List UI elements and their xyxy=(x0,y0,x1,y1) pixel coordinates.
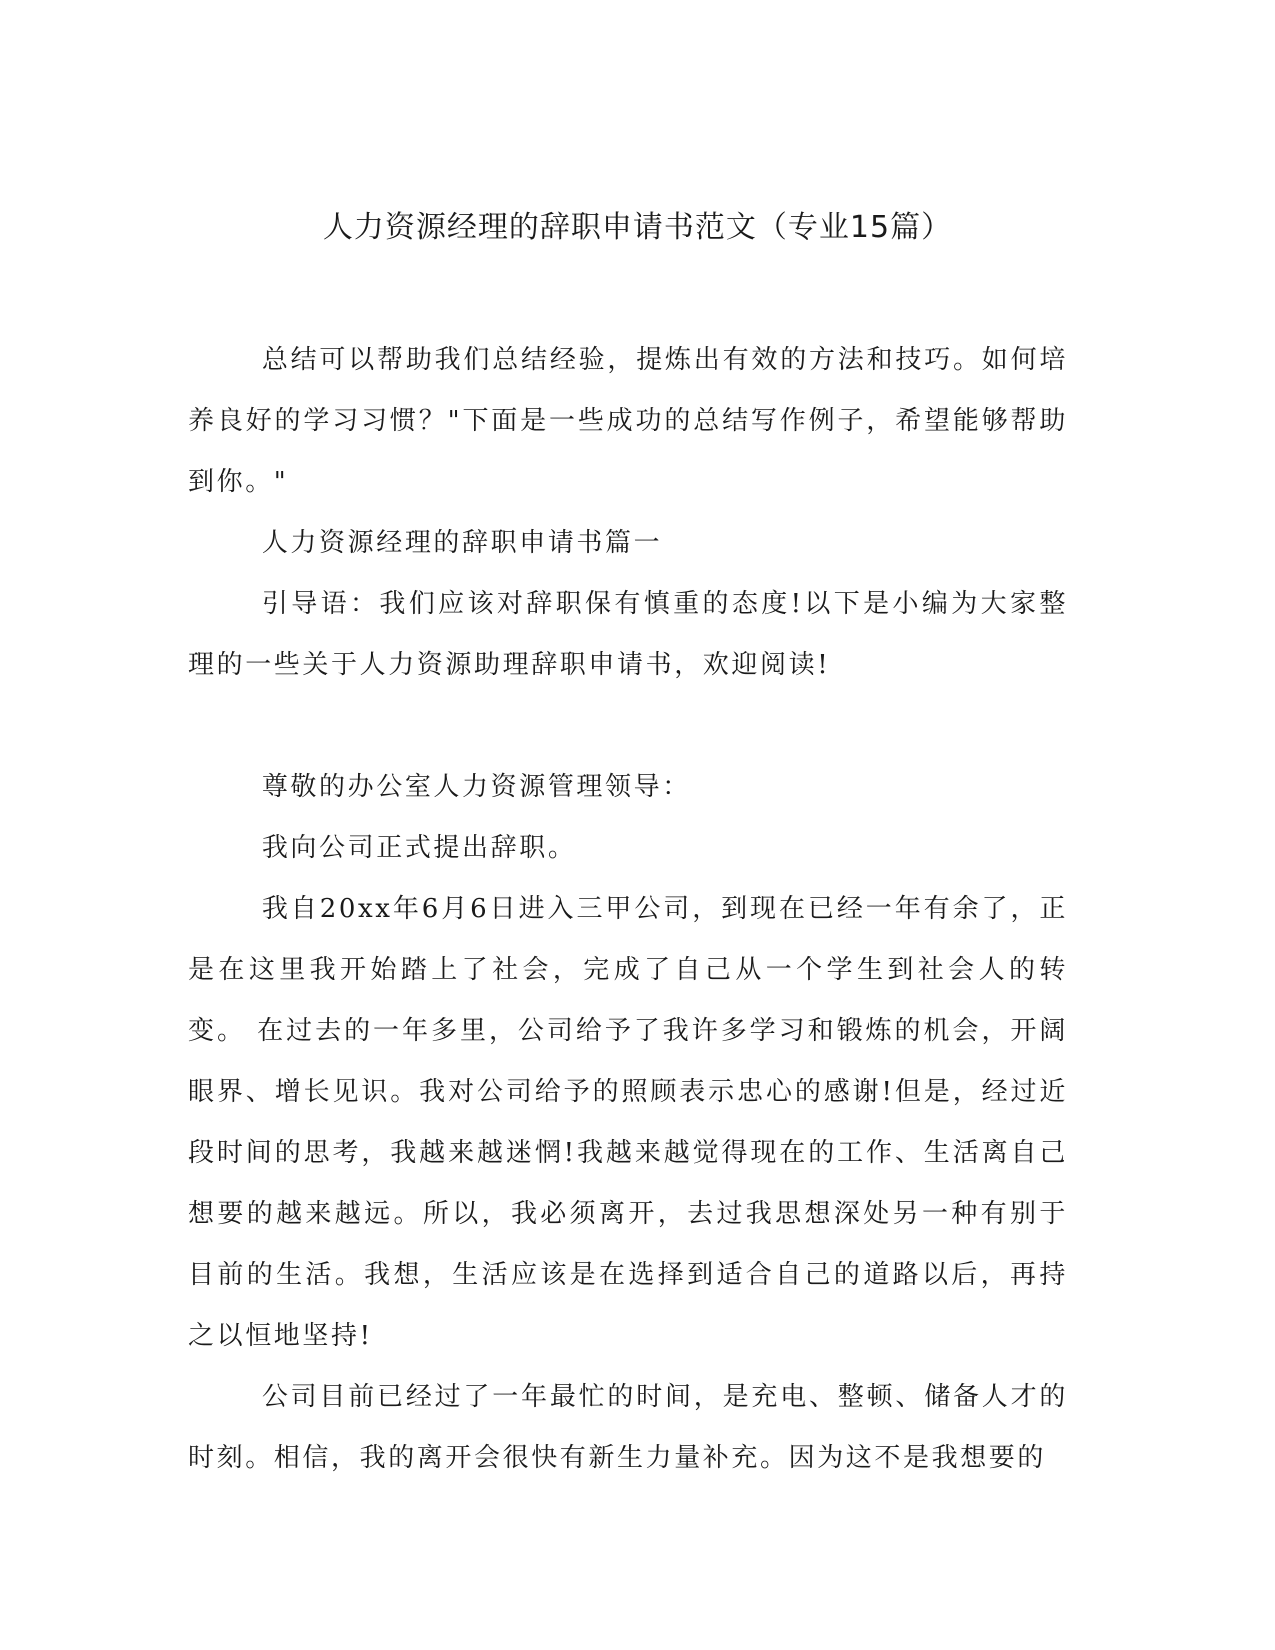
section-heading: 人力资源经理的辞职申请书篇一 xyxy=(261,528,663,558)
resignation-statement: 我向公司正式提出辞职。 xyxy=(261,833,577,863)
blank-line xyxy=(188,696,1068,757)
document-body xyxy=(188,330,1068,1489)
body-paragraph: 公司目前已经过了一年最忙的时间，是充电、整顿、储备人才的时刻。相信，我的离开会很快有新生力量补充。因为这不是我想要的 xyxy=(188,1382,1068,1473)
lead-paragraph: 引导语：我们应该对辞职保有慎重的态度!以下是小编为大家整理的一些关于人力资源助理辞职申请书，欢迎阅读! xyxy=(188,589,1068,680)
body-paragraph: 我自20xx年6月6日进入三甲公司，到现在已经一年有余了，正是在这里我开始踏上了社会，完成了自己从一个学生到社会人的转变。 在过去的一年多里，公司给予了我许多学习和锻炼的机会，开阔眼界、增长见识。我对公司给予的照顾表示忠心的感谢!但是，经过近段时间的思考，我越来越迷惘!我越来越觉得现在的工作、生活离自己想要的越来越远。所以，我必须离开，去过我思想深处另一种有别于目前的生活。我想，生活应该是在选择到适合自己的道路以后，再持之以恒地坚持! xyxy=(188,894,1068,1351)
document-title: 人力资源经理的辞职申请书范文（专业15篇） xyxy=(322,210,953,245)
salutation: 尊敬的办公室人力资源管理领导： xyxy=(261,772,691,802)
intro-paragraph: 总结可以帮助我们总结经验，提炼出有效的方法和技巧。如何培养良好的学习习惯？"下面是一些成功的总结写作例子，希望能够帮助到你。" xyxy=(188,345,1068,497)
